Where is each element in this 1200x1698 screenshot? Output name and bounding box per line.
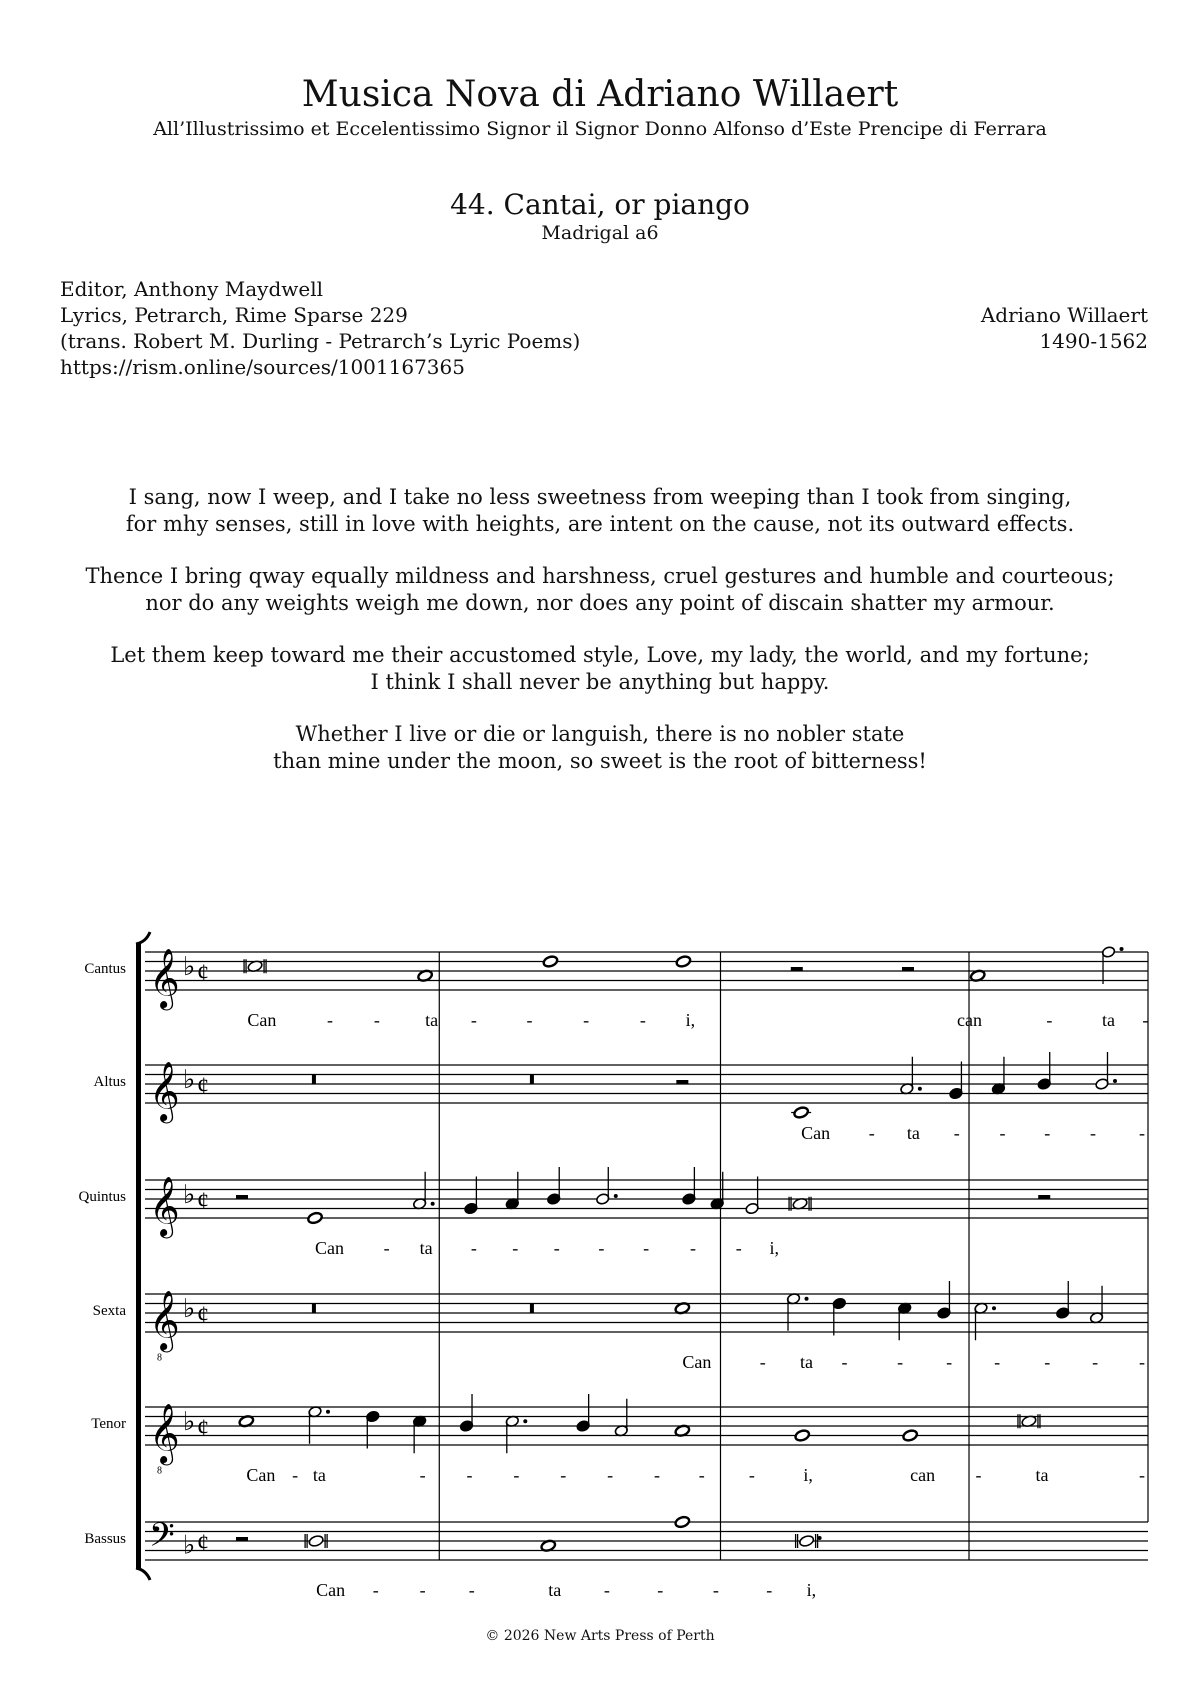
lyric-syllable: ta [419, 1238, 433, 1258]
lyric-syllable: - [372, 1580, 379, 1600]
lyric-syllable: - [897, 1352, 904, 1372]
lyric-syllable: ta [548, 1580, 562, 1600]
notehead [794, 1429, 810, 1442]
lyric-syllable: - [466, 1465, 473, 1485]
lyric-syllable: - [1044, 1352, 1051, 1372]
voice-name: Altus [93, 1073, 126, 1090]
half-rest [236, 1195, 248, 1199]
lyric-syllable: Can [247, 1010, 277, 1030]
treble-clef-icon: 𝄞 [149, 1063, 180, 1121]
translation-credit: (trans. Robert M. Durling - Petrarch’s Lyric Poems) [60, 329, 581, 353]
augmentation-dot [805, 1297, 809, 1301]
augmentation-dot [326, 1410, 330, 1414]
lyric-syllable: - [1092, 1352, 1099, 1372]
lyric-syllable: - [526, 1010, 533, 1030]
lyric-syllable: i, [685, 1010, 696, 1030]
lyric-syllable: ta [906, 1123, 920, 1143]
lyric-syllable: - [975, 1465, 982, 1485]
lyric-syllable: - [607, 1465, 614, 1485]
lyric-syllable: Can [801, 1123, 831, 1143]
lyric-syllable: - [419, 1465, 426, 1485]
genre-subtitle: Madrigal a6 [541, 222, 659, 244]
lyric-syllable: - [470, 1010, 477, 1030]
treble-clef-icon: 𝄞 [149, 1178, 180, 1236]
lyric-syllable: - [327, 1010, 333, 1030]
system-bracket [136, 944, 141, 1568]
flat-icon: ♭ [183, 951, 196, 981]
bass-clef-icon: 𝄢 [149, 1516, 175, 1562]
lyric-syllable: - [766, 1580, 773, 1600]
copyright-footer: © 2026 New Arts Press of Perth [485, 1628, 715, 1644]
lyric-syllable: ta [1101, 1010, 1115, 1030]
poem-line: nor do any weights weigh me down, nor does any point of discain shatter my armour. [145, 590, 1055, 615]
lyric-syllable: - [999, 1123, 1006, 1143]
notehead [307, 1211, 323, 1224]
voice-name: Cantus [84, 960, 126, 977]
octave-marker: 8 [157, 1465, 162, 1477]
lyric-syllable: - [1142, 1010, 1149, 1030]
lyrics-credit: Lyrics, Petrarch, Rime Sparse 229 [60, 303, 408, 327]
lyric-syllable: i, [769, 1238, 780, 1258]
treble-clef-icon: 𝄞 [149, 1292, 180, 1350]
lyric-syllable: - [735, 1238, 742, 1258]
flat-icon: ♭ [183, 1064, 196, 1094]
lyric-syllable: - [759, 1352, 766, 1372]
staff-sexta [93, 1281, 1148, 1407]
lyric-syllable: - [689, 1238, 696, 1258]
notehead [902, 1429, 918, 1442]
octave-marker: 8 [157, 1352, 162, 1364]
half-rest [676, 1080, 688, 1084]
breve-rest [312, 1075, 316, 1085]
composer-name: Adriano Willaert [980, 303, 1148, 327]
notehead [674, 1515, 690, 1528]
cut-time-icon: ¢ [197, 1302, 209, 1329]
cut-time-icon: ¢ [197, 960, 209, 987]
lyric-syllable: - [470, 1238, 477, 1258]
lyric-syllable: ta [1035, 1465, 1049, 1485]
lyric-syllable: i, [803, 1465, 813, 1485]
voice-name: Sexta [92, 1302, 126, 1319]
lyric-syllable: Can [682, 1352, 712, 1372]
flat-icon: ♭ [183, 1293, 196, 1323]
lyric-syllable: - [603, 1580, 610, 1600]
composer-dates: 1490-1562 [1039, 329, 1148, 353]
lyric-syllable: - [383, 1238, 390, 1258]
lyric-syllable: - [953, 1123, 960, 1143]
staff-cantus [84, 946, 1148, 1065]
lyric-syllable: - [1046, 1010, 1053, 1030]
poem-line: Let them keep toward me their accustomed style, Love, my lady, the world, and my fortune; [110, 643, 1090, 667]
augmentation-dot [431, 1202, 435, 1206]
staff-bassus [84, 1515, 1148, 1600]
staff-tenor [91, 1394, 1148, 1522]
breve-rest [530, 1304, 534, 1314]
lyric-syllable: can [910, 1465, 936, 1485]
breve-rest [530, 1075, 534, 1085]
treble-clef-icon: 𝄞 [149, 950, 180, 1008]
cut-time-icon: ¢ [197, 1415, 209, 1442]
lyric-syllable: Can [246, 1465, 276, 1485]
piece-title: 44. Cantai, or piango [450, 188, 750, 221]
augmentation-dot [818, 1536, 822, 1540]
bracket-bottom-hook [136, 1568, 150, 1580]
treble-clef-icon: 𝄞 [149, 1405, 180, 1463]
voice-name: Tenor [91, 1415, 126, 1432]
lyric-syllable: - [643, 1238, 650, 1258]
poem-line: for mhy senses, still in love with heights, are intent on the cause, not its outward effects. [125, 511, 1075, 536]
poem-line: I think I shall never be anything but happy. [370, 669, 830, 694]
lyric-syllable: - [657, 1580, 664, 1600]
lyric-syllable: - [1139, 1123, 1146, 1143]
lyric-syllable: ta [800, 1352, 814, 1372]
lyric-syllable: - [373, 1010, 380, 1030]
flat-icon: ♭ [183, 1406, 196, 1436]
lyric-syllable: - [841, 1352, 848, 1372]
notehead [542, 955, 558, 968]
notehead [308, 1534, 324, 1547]
lyric-syllable: - [1090, 1123, 1096, 1143]
lyric-syllable: Can [315, 1238, 345, 1258]
augmentation-dot [918, 1087, 922, 1091]
cut-time-icon: ¢ [197, 1530, 209, 1557]
voice-name: Quintus [78, 1188, 126, 1205]
notehead [675, 955, 691, 968]
lyric-syllable: - [1139, 1352, 1146, 1372]
collection-title: Musica Nova di Adriano Willaert [301, 74, 899, 115]
flat-icon: ♭ [183, 1179, 196, 1209]
lyric-syllable: - [994, 1352, 1001, 1372]
lyric-syllable: i, [806, 1580, 817, 1600]
lyric-syllable: - [468, 1580, 475, 1600]
lyric-syllable: - [419, 1580, 426, 1600]
system [136, 932, 150, 1580]
lyric-syllable: - [946, 1352, 953, 1372]
lyric-syllable: - [654, 1465, 660, 1485]
augmentation-dot [1120, 947, 1124, 951]
half-rest [902, 967, 914, 971]
cut-time-icon: ¢ [197, 1188, 209, 1215]
editor-credit: Editor, Anthony Maydwell [60, 277, 324, 301]
dedication: All’Illustrissimo et Eccelentissimo Signor il Signor Donno Alfonso d’Este Prencipe di Ferrara [153, 118, 1047, 140]
lyric-syllable: - [1139, 1465, 1146, 1485]
augmentation-dot [523, 1419, 527, 1423]
lyric-syllable: - [513, 1465, 520, 1485]
lyric-syllable: can [957, 1010, 983, 1030]
augmentation-dot [992, 1306, 996, 1310]
voice-name: Bassus [84, 1530, 126, 1547]
lyric-syllable: - [583, 1010, 590, 1030]
staff-quintus [78, 1167, 1148, 1294]
lyric-syllable: - [512, 1238, 519, 1258]
lyric-syllable: - [553, 1238, 560, 1258]
lyric-syllable: - [698, 1465, 705, 1485]
lyric-syllable: ta [312, 1465, 326, 1485]
lyric-syllable: - [560, 1465, 567, 1485]
flat-icon: ♭ [183, 1530, 196, 1560]
augmentation-dot [614, 1194, 618, 1198]
augmentation-dot [1113, 1079, 1117, 1083]
source-link[interactable]: https://rism.online/sources/1001167365 [60, 355, 465, 379]
lyric-syllable: - [1044, 1123, 1051, 1143]
half-rest [236, 1537, 248, 1541]
lyric-syllable: - [598, 1238, 605, 1258]
lyric-syllable: - [712, 1580, 719, 1600]
breve-rest [312, 1304, 316, 1314]
poem-line: I sang, now I weep, and I take no less sweetness from weeping than I took from singing, [128, 485, 1072, 509]
lyric-syllable: - [292, 1465, 299, 1485]
bracket-top-hook [136, 932, 150, 944]
poem-line: Thence I bring qway equally mildness and harshness, cruel gestures and humble and courteous; [85, 564, 1115, 588]
lyric-syllable: - [639, 1010, 646, 1030]
half-rest [791, 967, 803, 971]
notehead [798, 1534, 814, 1547]
staff-altus [93, 1052, 1148, 1180]
lyric-syllable: ta [425, 1010, 439, 1030]
lyric-syllable: - [868, 1123, 875, 1143]
lyric-syllable: - [748, 1465, 755, 1485]
poem-line: Whether I live or die or languish, there is no nobler state [295, 722, 905, 746]
lyric-syllable: Can [316, 1580, 346, 1600]
notehead [793, 1106, 809, 1119]
cut-time-icon: ¢ [197, 1073, 209, 1100]
poem-line: than mine under the moon, so sweet is the root of bitterness! [273, 748, 927, 773]
half-rest [1038, 1195, 1050, 1199]
